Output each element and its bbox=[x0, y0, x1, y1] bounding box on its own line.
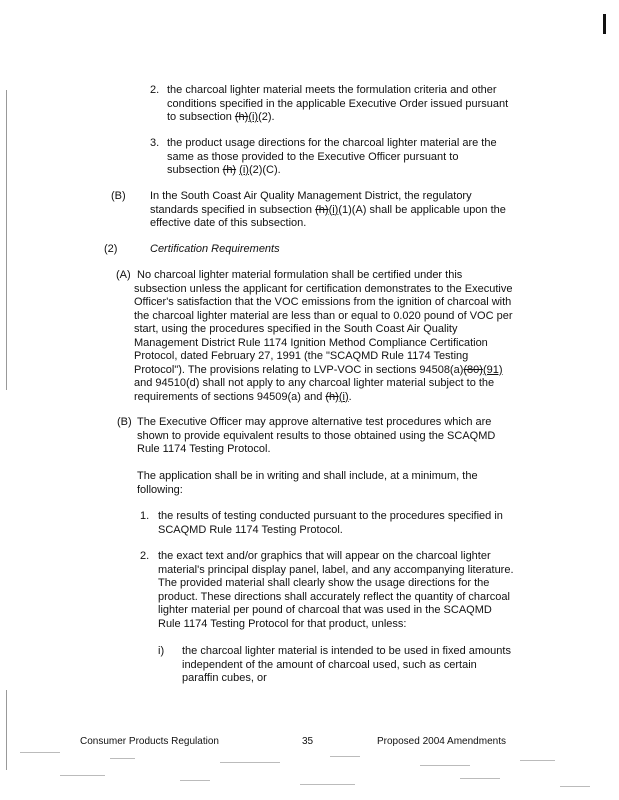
scan-noise bbox=[300, 784, 355, 785]
sub-item-i-line-1: the charcoal lighter material is intended to be used in fixed amounts bbox=[182, 645, 511, 657]
item-1-number: 1. bbox=[140, 510, 150, 522]
para-b1-label: (B) bbox=[111, 190, 126, 202]
para-a-line-9: and 94510(d) shall not apply to any charcoal lighter material subject to the bbox=[134, 377, 495, 389]
top-item-3-line-3: subsection (h) (i)(2)(C). bbox=[167, 164, 281, 176]
section-2-number: (2) bbox=[104, 243, 118, 255]
change-bar-left-lower bbox=[6, 690, 7, 770]
footer-left: Consumer Products Regulation bbox=[80, 736, 219, 747]
para-a-line-6: Management District Rule 1174 Ignition Method Compliance Certification bbox=[134, 336, 488, 349]
page-number: 35 bbox=[302, 736, 314, 747]
item-2-number: 2. bbox=[140, 550, 150, 562]
scan-noise bbox=[330, 756, 360, 757]
para-b2-line-2: shown to provide equivalent results to those obtained using the SCAQMD bbox=[137, 429, 496, 442]
para-a-label: (A) bbox=[116, 269, 131, 281]
scan-noise bbox=[20, 752, 60, 753]
scan-noise bbox=[420, 765, 470, 766]
top-item-2-number: 2. bbox=[150, 84, 160, 96]
deleted-text: (80) bbox=[463, 363, 483, 376]
para-b2-label: (B) bbox=[117, 416, 132, 428]
scan-noise bbox=[180, 780, 210, 781]
scan-noise bbox=[220, 762, 280, 763]
inserted-text: (i) bbox=[239, 164, 249, 176]
para-a-line-4: the charcoal lighter material are less than or equal to 0.020 pound of VOC per bbox=[134, 309, 513, 322]
item-2-line-6: Rule 1174 Testing Protocol for that product, unless: bbox=[158, 617, 407, 630]
top-item-2-line-1: the charcoal lighter material meets the formulation criteria and other bbox=[167, 84, 497, 96]
change-bar-left bbox=[6, 90, 7, 390]
item-1-line-1: the results of testing conducted pursuant to the procedures specified in bbox=[158, 510, 503, 522]
top-item-3-line-1: the product usage directions for the charcoal lighter material are the bbox=[167, 137, 497, 149]
deleted-text: (h) bbox=[315, 203, 329, 216]
scan-noise bbox=[110, 758, 135, 759]
inserted-text: (i) bbox=[338, 390, 349, 403]
top-item-2-line-3: to subsection (h)(i)(2). bbox=[167, 111, 275, 123]
item-1-line-2: SCAQMD Rule 1174 Testing Protocol. bbox=[158, 523, 343, 536]
scan-noise bbox=[560, 786, 590, 787]
revision-mark bbox=[603, 14, 606, 34]
item-2-line-1: the exact text and/or graphics that will appear on the charcoal lighter bbox=[158, 550, 491, 562]
item-2-line-3: The provided material shall clearly show the usage directions for the bbox=[158, 577, 490, 589]
para-a-line-2: subsection unless the applicant for certification demonstrates to the Executive bbox=[134, 282, 513, 295]
para-b2-line-3: Rule 1174 Testing Protocol. bbox=[137, 443, 271, 455]
item-2-line-5: lighter material per pound of charcoal that was used in the SCAQMD bbox=[158, 604, 492, 616]
deleted-text: (h) bbox=[234, 111, 249, 123]
inserted-text: (i) bbox=[328, 203, 339, 216]
sub-item-i-line-2: independent of the amount of charcoal used, such as certain bbox=[182, 658, 477, 671]
application-line-2: following: bbox=[137, 483, 183, 496]
deleted-text: (h) bbox=[325, 390, 339, 403]
para-a-line-10: requirements of sections 94509(a) and (h)(i). bbox=[134, 390, 352, 403]
item-2-line-2: material's principal display panel, label, and any accompanying literature. bbox=[158, 563, 514, 576]
para-b1-line-1: In the South Coast Air Quality Management District, the regulatory bbox=[150, 190, 472, 202]
para-a-line-8: Protocol"). The provisions relating to LVP-VOC in sections 94508(a)(80)(91) bbox=[134, 363, 503, 376]
scan-noise bbox=[60, 775, 105, 776]
para-b2-line-1: The Executive Officer may approve alternative test procedures which are bbox=[137, 416, 492, 428]
footer-right: Proposed 2004 Amendments bbox=[377, 736, 506, 747]
inserted-text: (91) bbox=[482, 363, 503, 376]
item-2-line-4: product. These directions shall accurately reflect the quantity of charcoal bbox=[158, 590, 510, 603]
application-line-1: The application shall be in writing and shall include, at a minimum, the bbox=[137, 470, 478, 482]
top-item-3-number: 3. bbox=[150, 137, 160, 149]
deleted-text: (h) bbox=[222, 164, 237, 176]
para-b1-line-3: effective date of this subsection. bbox=[150, 217, 307, 229]
section-2-title: Certification Requirements bbox=[150, 243, 280, 255]
top-item-2-line-2: conditions specified in the applicable Executive Order issued pursuant bbox=[167, 97, 509, 110]
sub-item-i-number: i) bbox=[158, 645, 165, 657]
sub-item-i-line-3: paraffin cubes, or bbox=[182, 672, 267, 684]
scan-noise bbox=[460, 778, 500, 779]
para-b1-line-2: standards specified in subsection (h)(i)(1)(A) shall be applicable upon the bbox=[150, 203, 506, 216]
para-a-line-5: start, using the procedures specified in the South Coast Air Quality bbox=[134, 323, 458, 335]
para-a-line-3: Officer's satisfaction that the VOC emissions from the ignition of charcoal with bbox=[134, 296, 512, 308]
inserted-text: (i) bbox=[248, 111, 259, 123]
para-a-line-7: Protocol, dated February 27, 1991 (the "SCAQMD Rule 1174 Testing bbox=[134, 350, 469, 362]
para-a-line-1: No charcoal lighter material formulation shall be certified under this bbox=[137, 269, 463, 281]
top-item-3-line-2: same as those provided to the Executive Officer pursuant to bbox=[167, 150, 459, 163]
scan-noise bbox=[520, 760, 555, 761]
